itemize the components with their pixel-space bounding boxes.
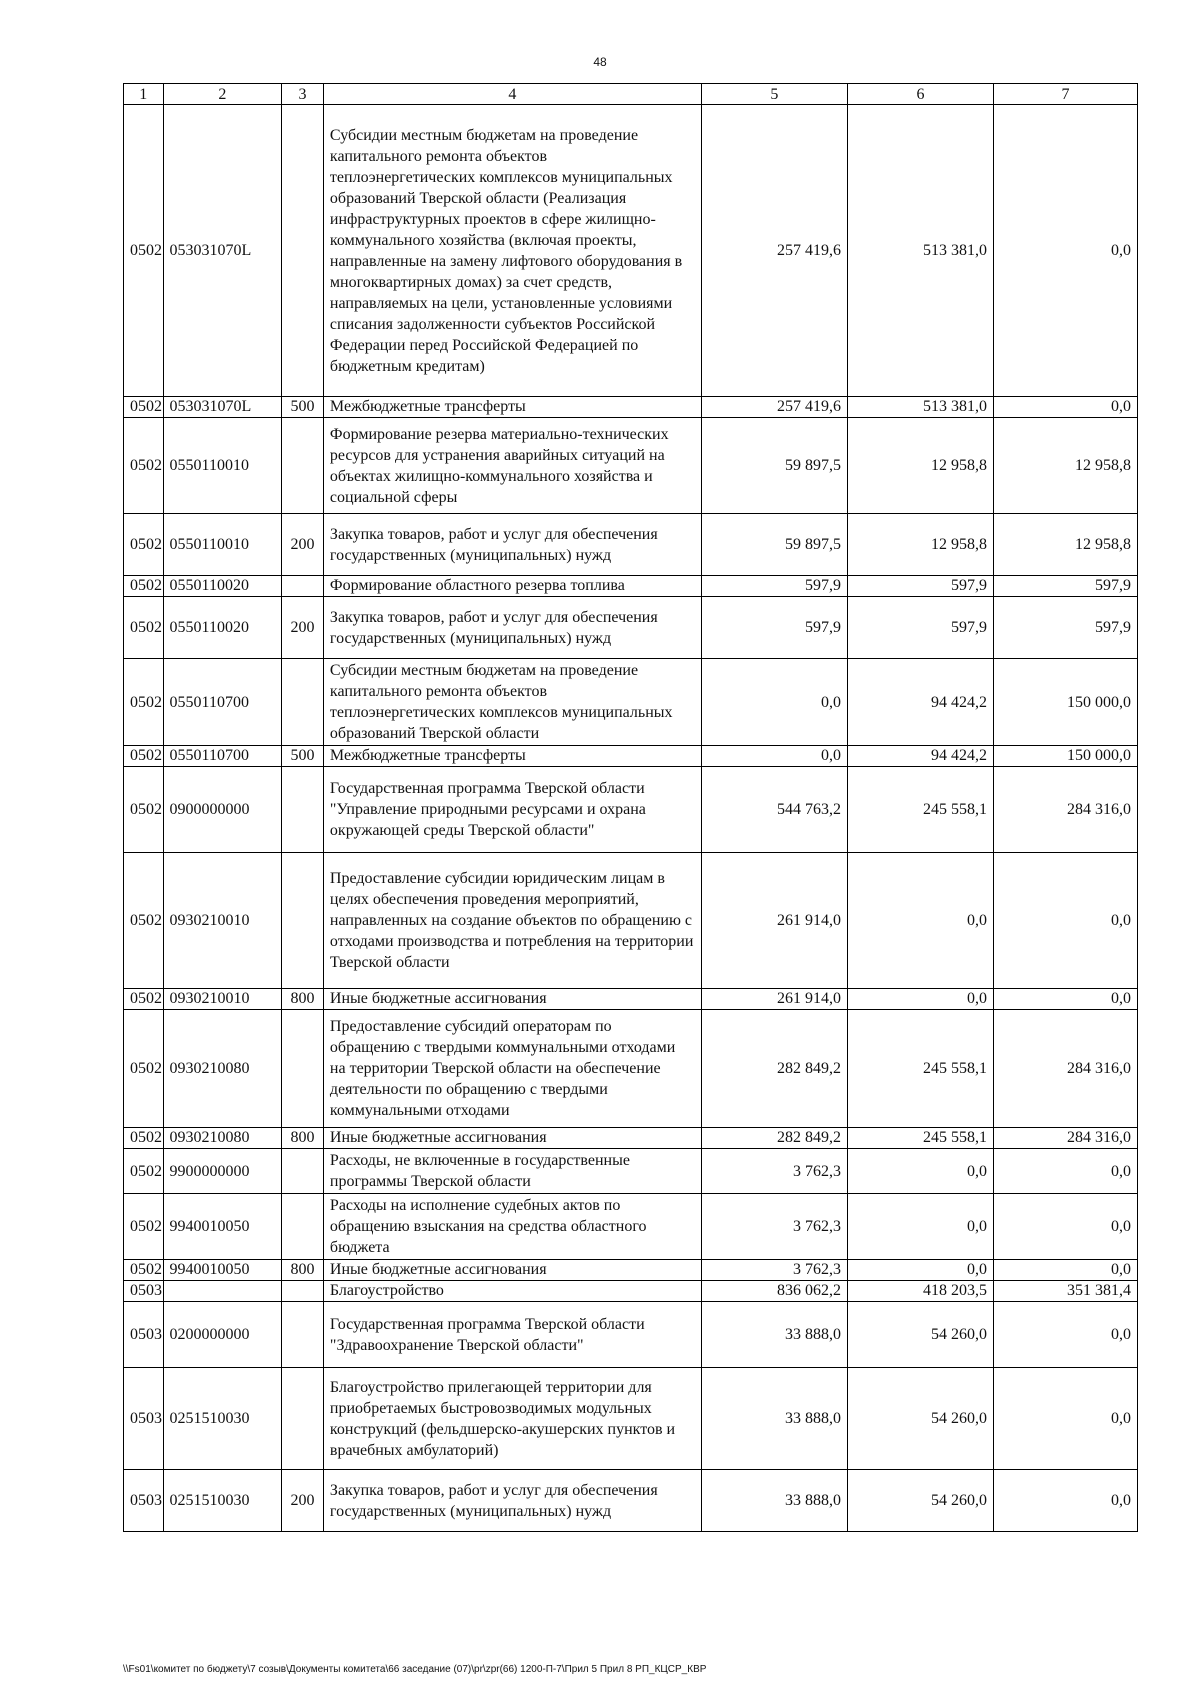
amount-cell: 0,0 bbox=[994, 1194, 1138, 1260]
section-code-cell: 0502 bbox=[124, 1149, 164, 1194]
amount-cell: 59 897,5 bbox=[701, 514, 847, 576]
description-cell: Благоустройство прилегающей территории для приобретаемых быстровозводимых модульных конструкций (фельдшерско-акушерских пунктов и врачебных амбулаторий) bbox=[323, 1368, 701, 1470]
amount-cell: 54 260,0 bbox=[847, 1302, 993, 1368]
amount-cell: 3 762,3 bbox=[701, 1260, 847, 1281]
footer-file-path: \\Fs01\комитет по бюджету\7 созыв\Документы комитета\66 заседание (07)\pr\zpr(66) 1200-П-7\Прил 5 Прил 8 РП_КЦСР_КВР bbox=[123, 1664, 707, 1675]
description-cell: Иные бюджетные ассигнования bbox=[323, 1128, 701, 1149]
amount-cell: 0,0 bbox=[701, 746, 847, 767]
description-cell: Закупка товаров, работ и услуг для обеспечения государственных (муниципальных) нужд bbox=[323, 1470, 701, 1532]
table-row bbox=[124, 989, 1138, 1010]
description-cell: Межбюджетные трансферты bbox=[323, 397, 701, 418]
page-number: 48 bbox=[593, 55, 607, 69]
expense-type-cell: 200 bbox=[282, 597, 324, 659]
section-code-cell: 0502 bbox=[124, 659, 164, 746]
table-header-row bbox=[124, 84, 1138, 105]
amount-cell: 0,0 bbox=[847, 1194, 993, 1260]
expense-type-cell bbox=[282, 1010, 324, 1128]
expense-type-cell: 200 bbox=[282, 514, 324, 576]
amount-cell: 544 763,2 bbox=[701, 767, 847, 853]
header-cell: 2 bbox=[163, 84, 282, 105]
description-cell: Государственная программа Тверской области "Здравоохранение Тверской области" bbox=[323, 1302, 701, 1368]
amount-cell: 54 260,0 bbox=[847, 1470, 993, 1532]
table-row bbox=[124, 105, 1138, 397]
amount-cell: 33 888,0 bbox=[701, 1368, 847, 1470]
amount-cell: 0,0 bbox=[847, 989, 993, 1010]
amount-cell: 282 849,2 bbox=[701, 1128, 847, 1149]
amount-cell: 150 000,0 bbox=[994, 746, 1138, 767]
table-row bbox=[124, 1260, 1138, 1281]
amount-cell: 597,9 bbox=[994, 576, 1138, 597]
amount-cell: 597,9 bbox=[847, 597, 993, 659]
amount-cell: 94 424,2 bbox=[847, 746, 993, 767]
target-article-cell: 0251510030 bbox=[163, 1470, 282, 1532]
amount-cell: 257 419,6 bbox=[701, 397, 847, 418]
amount-cell: 418 203,5 bbox=[847, 1281, 993, 1302]
section-code-cell: 0502 bbox=[124, 746, 164, 767]
amount-cell: 0,0 bbox=[994, 1260, 1138, 1281]
header-cell: 7 bbox=[994, 84, 1138, 105]
target-article-cell: 9940010050 bbox=[163, 1260, 282, 1281]
description-cell: Расходы на исполнение судебных актов по обращению взыскания на средства областного бюджета bbox=[323, 1194, 701, 1260]
amount-cell: 0,0 bbox=[847, 1149, 993, 1194]
description-cell: Государственная программа Тверской области "Управление природными ресурсами и охрана окружающей среды Тверской области" bbox=[323, 767, 701, 853]
header-cell: 4 bbox=[323, 84, 701, 105]
description-cell: Формирование областного резерва топлива bbox=[323, 576, 701, 597]
target-article-cell: 053031070L bbox=[163, 105, 282, 397]
amount-cell: 150 000,0 bbox=[994, 659, 1138, 746]
description-cell: Благоустройство bbox=[323, 1281, 701, 1302]
table-row bbox=[124, 397, 1138, 418]
amount-cell: 245 558,1 bbox=[847, 1128, 993, 1149]
section-code-cell: 0502 bbox=[124, 989, 164, 1010]
expense-type-cell: 800 bbox=[282, 1260, 324, 1281]
amount-cell: 245 558,1 bbox=[847, 767, 993, 853]
table-row bbox=[124, 1470, 1138, 1532]
amount-cell: 282 849,2 bbox=[701, 1010, 847, 1128]
amount-cell: 12 958,8 bbox=[994, 514, 1138, 576]
amount-cell: 12 958,8 bbox=[847, 514, 993, 576]
amount-cell: 12 958,8 bbox=[994, 418, 1138, 514]
amount-cell: 597,9 bbox=[701, 576, 847, 597]
expense-type-cell: 800 bbox=[282, 989, 324, 1010]
amount-cell: 0,0 bbox=[994, 1302, 1138, 1368]
table-row bbox=[124, 597, 1138, 659]
amount-cell: 0,0 bbox=[994, 105, 1138, 397]
section-code-cell: 0503 bbox=[124, 1302, 164, 1368]
target-article-cell: 0550110020 bbox=[163, 576, 282, 597]
table-row bbox=[124, 1368, 1138, 1470]
target-article-cell: 0930210010 bbox=[163, 853, 282, 989]
amount-cell: 0,0 bbox=[994, 1149, 1138, 1194]
amount-cell: 513 381,0 bbox=[847, 105, 993, 397]
description-cell: Межбюджетные трансферты bbox=[323, 746, 701, 767]
amount-cell: 284 316,0 bbox=[994, 1128, 1138, 1149]
description-cell: Формирование резерва материально-технических ресурсов для устранения аварийных ситуаций на объектах жилищно-коммунального хозяйства и социальной сферы bbox=[323, 418, 701, 514]
section-code-cell: 0502 bbox=[124, 576, 164, 597]
target-article-cell: 9940010050 bbox=[163, 1194, 282, 1260]
header-cell: 1 bbox=[124, 84, 164, 105]
description-cell: Закупка товаров, работ и услуг для обеспечения государственных (муниципальных) нужд bbox=[323, 514, 701, 576]
description-cell: Иные бюджетные ассигнования bbox=[323, 989, 701, 1010]
description-cell: Субсидии местным бюджетам на проведение капитального ремонта объектов теплоэнергетических комплексов муниципальных образований Тверской области bbox=[323, 659, 701, 746]
table-row bbox=[124, 746, 1138, 767]
amount-cell: 3 762,3 bbox=[701, 1149, 847, 1194]
amount-cell: 12 958,8 bbox=[847, 418, 993, 514]
amount-cell: 0,0 bbox=[994, 1470, 1138, 1532]
section-code-cell: 0502 bbox=[124, 397, 164, 418]
amount-cell: 351 381,4 bbox=[994, 1281, 1138, 1302]
table-row bbox=[124, 1194, 1138, 1260]
description-cell: Закупка товаров, работ и услуг для обеспечения государственных (муниципальных) нужд bbox=[323, 597, 701, 659]
section-code-cell: 0502 bbox=[124, 105, 164, 397]
expense-type-cell bbox=[282, 418, 324, 514]
budget-table bbox=[123, 83, 1138, 1532]
expense-type-cell bbox=[282, 1281, 324, 1302]
expense-type-cell: 500 bbox=[282, 397, 324, 418]
table-row bbox=[124, 767, 1138, 853]
target-article-cell: 0930210080 bbox=[163, 1010, 282, 1128]
target-article-cell: 0930210080 bbox=[163, 1128, 282, 1149]
expense-type-cell bbox=[282, 105, 324, 397]
amount-cell: 245 558,1 bbox=[847, 1010, 993, 1128]
table-row bbox=[124, 1128, 1138, 1149]
expense-type-cell bbox=[282, 1368, 324, 1470]
table-row bbox=[124, 853, 1138, 989]
section-code-cell: 0502 bbox=[124, 853, 164, 989]
target-article-cell: 0930210010 bbox=[163, 989, 282, 1010]
amount-cell: 59 897,5 bbox=[701, 418, 847, 514]
description-cell: Предоставление субсидий операторам по обращению с твердыми коммунальными отходами на территории Тверской области на обеспечение деятельности по обращению с твердыми коммунальными отходами bbox=[323, 1010, 701, 1128]
table-row bbox=[124, 418, 1138, 514]
section-code-cell: 0502 bbox=[124, 1260, 164, 1281]
amount-cell: 54 260,0 bbox=[847, 1368, 993, 1470]
amount-cell: 0,0 bbox=[701, 659, 847, 746]
expense-type-cell bbox=[282, 576, 324, 597]
section-code-cell: 0502 bbox=[124, 767, 164, 853]
amount-cell: 597,9 bbox=[994, 597, 1138, 659]
amount-cell: 836 062,2 bbox=[701, 1281, 847, 1302]
target-article-cell: 0900000000 bbox=[163, 767, 282, 853]
section-code-cell: 0502 bbox=[124, 514, 164, 576]
amount-cell: 94 424,2 bbox=[847, 659, 993, 746]
amount-cell: 0,0 bbox=[994, 397, 1138, 418]
target-article-cell: 0251510030 bbox=[163, 1368, 282, 1470]
description-cell: Предоставление субсидии юридическим лицам в целях обеспечения проведения мероприятий, направленных на создание объектов по обращению с отходами производства и потребления на территории Тверской области bbox=[323, 853, 701, 989]
expense-type-cell: 800 bbox=[282, 1128, 324, 1149]
table-row bbox=[124, 1010, 1138, 1128]
table-row bbox=[124, 1149, 1138, 1194]
header-cell: 5 bbox=[701, 84, 847, 105]
amount-cell: 284 316,0 bbox=[994, 767, 1138, 853]
expense-type-cell bbox=[282, 659, 324, 746]
amount-cell: 0,0 bbox=[994, 1368, 1138, 1470]
target-article-cell: 0550110010 bbox=[163, 514, 282, 576]
amount-cell: 0,0 bbox=[847, 853, 993, 989]
target-article-cell: 0550110020 bbox=[163, 597, 282, 659]
target-article-cell: 0550110700 bbox=[163, 659, 282, 746]
section-code-cell: 0503 bbox=[124, 1470, 164, 1532]
amount-cell: 33 888,0 bbox=[701, 1302, 847, 1368]
target-article-cell: 053031070L bbox=[163, 397, 282, 418]
amount-cell: 284 316,0 bbox=[994, 1010, 1138, 1128]
amount-cell: 0,0 bbox=[994, 853, 1138, 989]
table-row bbox=[124, 1281, 1138, 1302]
description-cell: Иные бюджетные ассигнования bbox=[323, 1260, 701, 1281]
amount-cell: 0,0 bbox=[847, 1260, 993, 1281]
amount-cell: 257 419,6 bbox=[701, 105, 847, 397]
expense-type-cell bbox=[282, 767, 324, 853]
expense-type-cell bbox=[282, 853, 324, 989]
section-code-cell: 0502 bbox=[124, 1010, 164, 1128]
section-code-cell: 0502 bbox=[124, 597, 164, 659]
amount-cell: 261 914,0 bbox=[701, 989, 847, 1010]
target-article-cell: 0550110010 bbox=[163, 418, 282, 514]
amount-cell: 0,0 bbox=[994, 989, 1138, 1010]
section-code-cell: 0503 bbox=[124, 1281, 164, 1302]
description-cell: Субсидии местным бюджетам на проведение капитального ремонта объектов теплоэнергетических комплексов муниципальных образований Тверской области (Реализация инфраструктурных проектов в сфере жилищно-коммунального хозяйства (включая проекты, направленные на замену лифтового оборудования в многоквартирных домах) за счет средств, направляемых на цели, установленные условиями списания задолженности субъектов Российской Федерации перед Российской Федерацией по бюджетным кредитам) bbox=[323, 105, 701, 397]
amount-cell: 513 381,0 bbox=[847, 397, 993, 418]
target-article-cell: 9900000000 bbox=[163, 1149, 282, 1194]
table-row bbox=[124, 514, 1138, 576]
amount-cell: 3 762,3 bbox=[701, 1194, 847, 1260]
section-code-cell: 0502 bbox=[124, 1194, 164, 1260]
amount-cell: 33 888,0 bbox=[701, 1470, 847, 1532]
amount-cell: 261 914,0 bbox=[701, 853, 847, 989]
section-code-cell: 0502 bbox=[124, 1128, 164, 1149]
expense-type-cell bbox=[282, 1149, 324, 1194]
description-cell: Расходы, не включенные в государственные программы Тверской области bbox=[323, 1149, 701, 1194]
target-article-cell: 0550110700 bbox=[163, 746, 282, 767]
header-cell: 3 bbox=[282, 84, 324, 105]
expense-type-cell: 500 bbox=[282, 746, 324, 767]
expense-type-cell: 200 bbox=[282, 1470, 324, 1532]
expense-type-cell bbox=[282, 1302, 324, 1368]
table-row bbox=[124, 659, 1138, 746]
amount-cell: 597,9 bbox=[701, 597, 847, 659]
expense-type-cell bbox=[282, 1194, 324, 1260]
section-code-cell: 0503 bbox=[124, 1368, 164, 1470]
section-code-cell: 0502 bbox=[124, 418, 164, 514]
table-row bbox=[124, 576, 1138, 597]
table-row bbox=[124, 1302, 1138, 1368]
target-article-cell bbox=[163, 1281, 282, 1302]
amount-cell: 597,9 bbox=[847, 576, 993, 597]
target-article-cell: 0200000000 bbox=[163, 1302, 282, 1368]
header-cell: 6 bbox=[847, 84, 993, 105]
